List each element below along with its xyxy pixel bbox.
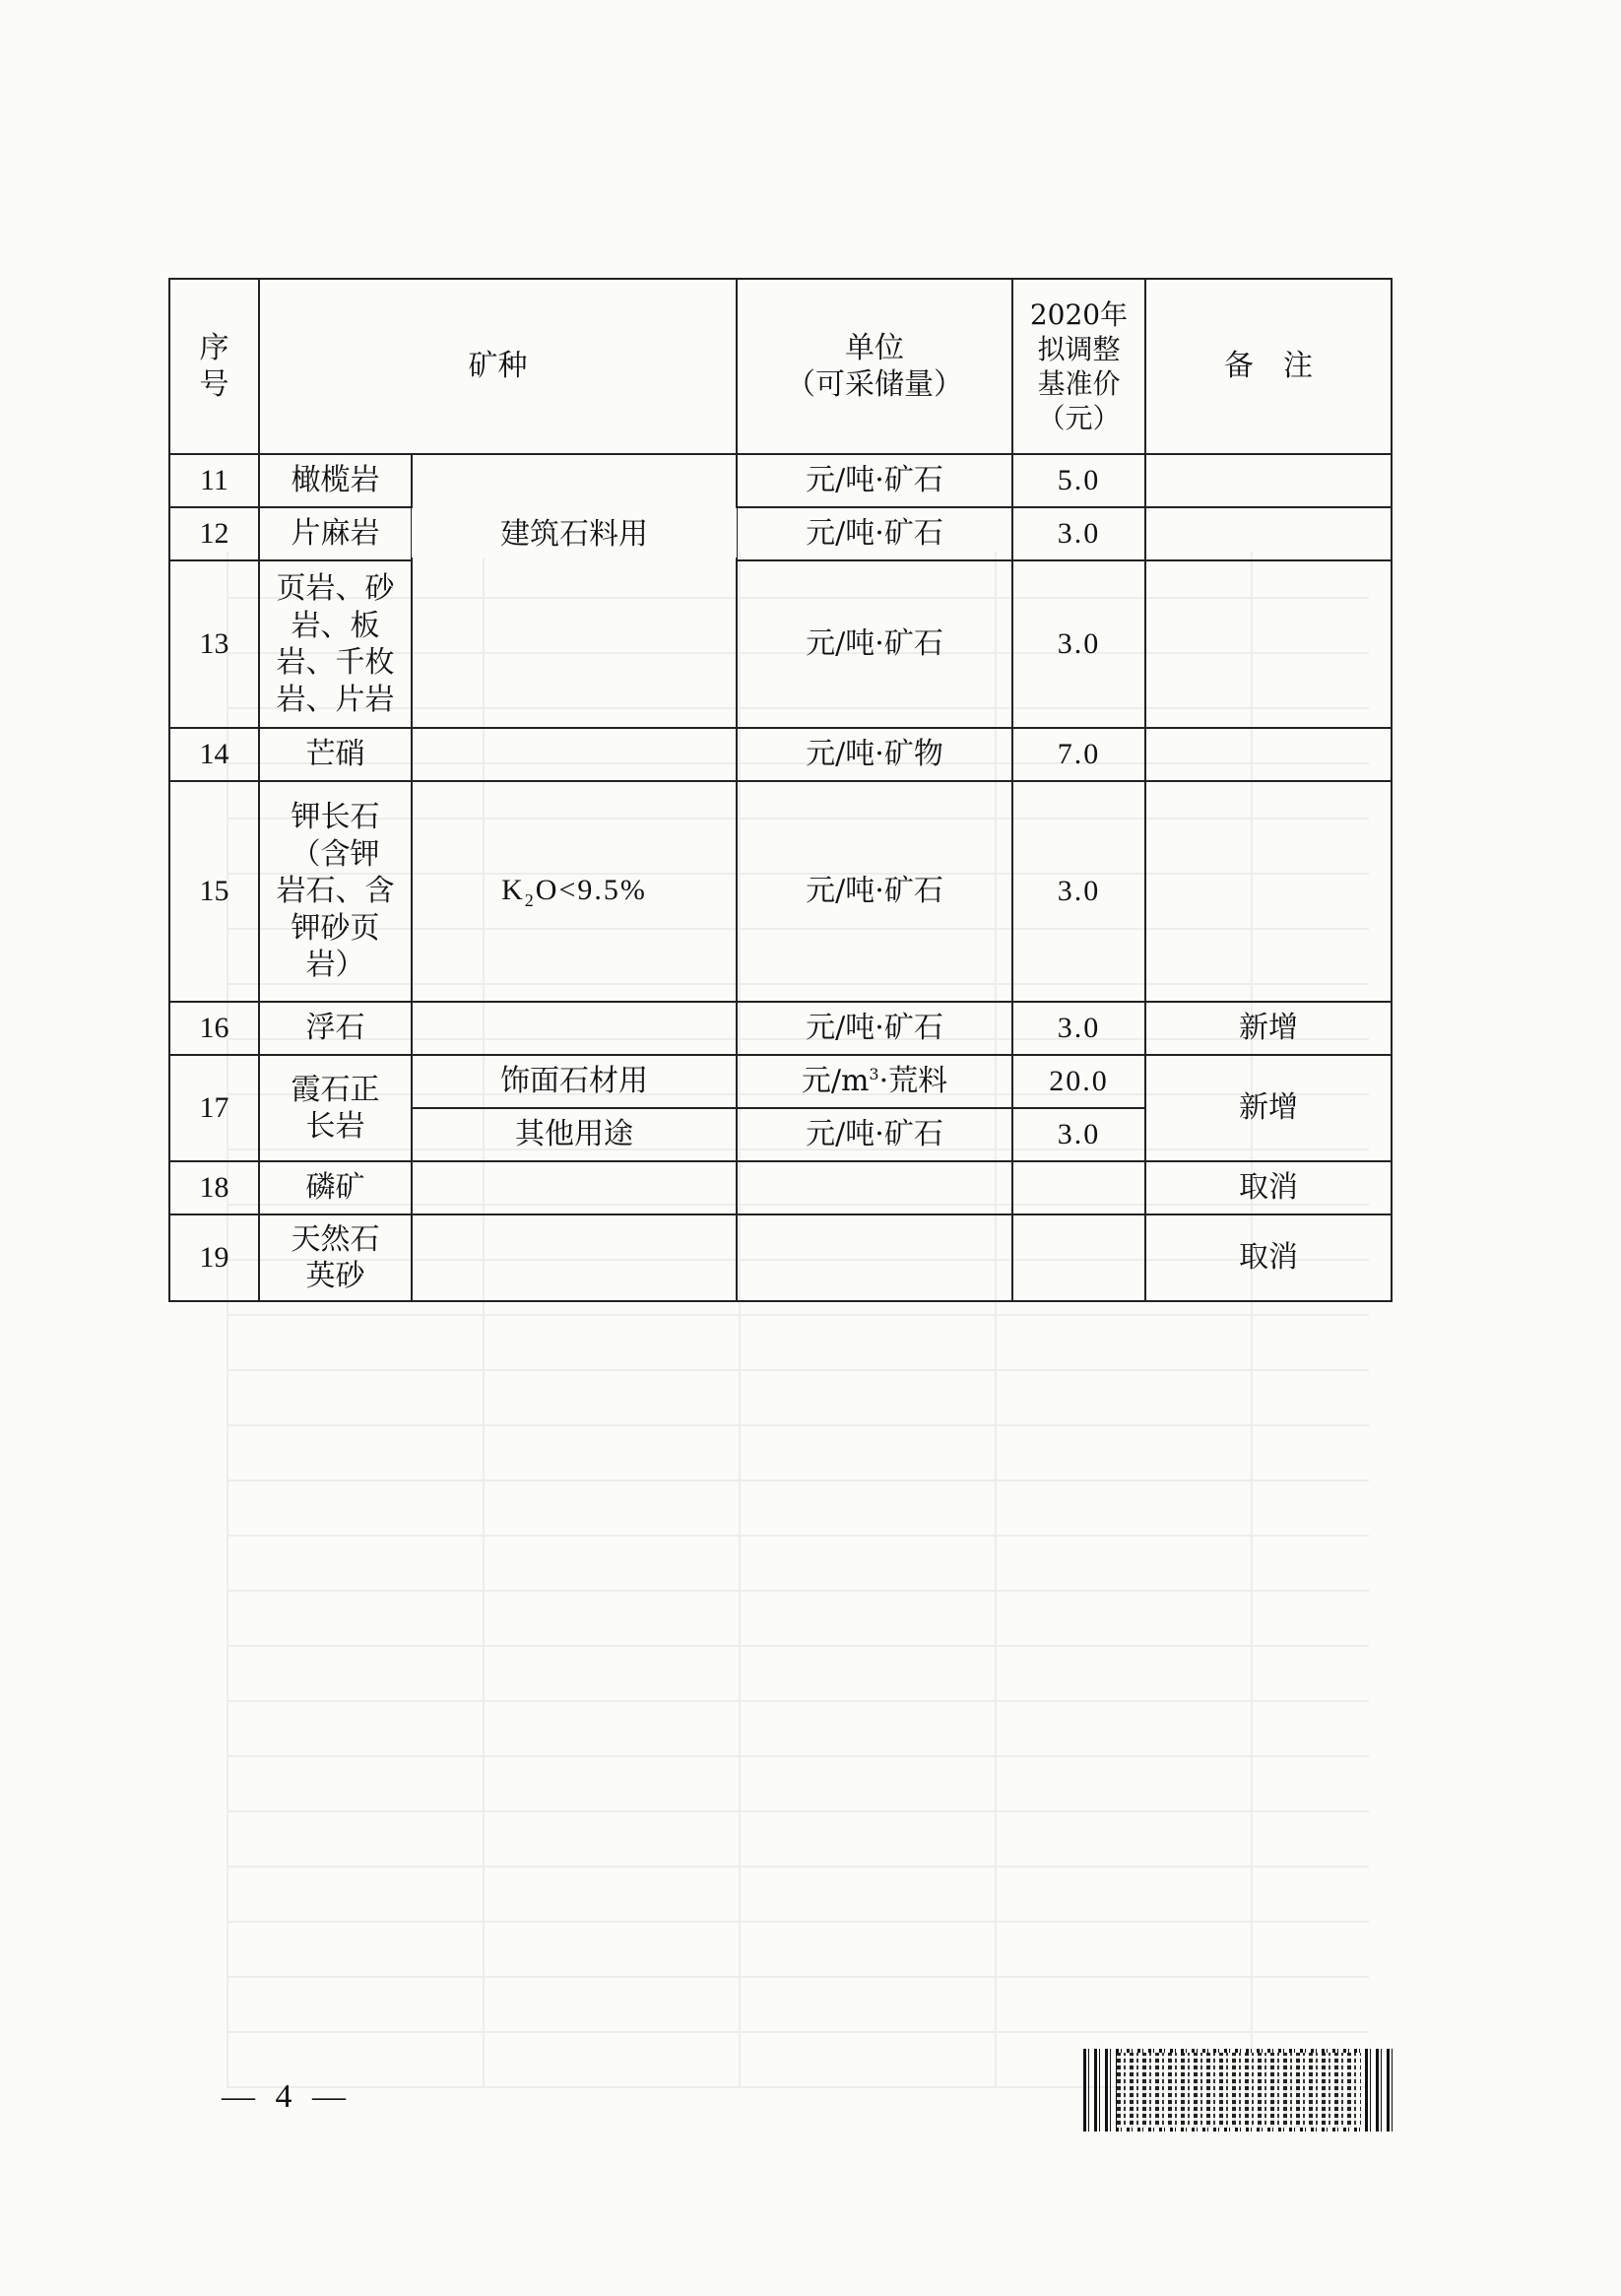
row-mineral: 浮石 [259, 1002, 412, 1055]
row-mineral: 霞石正 长岩 [259, 1055, 412, 1161]
row-use [412, 1002, 737, 1055]
table-row [169, 1055, 1392, 1108]
row-unit [737, 1161, 1012, 1214]
page-number: — 4 — [222, 2078, 352, 2115]
row-unit: 元/吨·矿石 [737, 454, 1012, 507]
row-mineral: 磷矿 [259, 1161, 412, 1214]
header-price: 2020年 拟调整 基准价 （元） [1012, 279, 1145, 454]
row-no: 17 [169, 1055, 259, 1161]
row-unit: 元/吨·矿石 [737, 781, 1012, 1002]
row-unit: 元/吨·矿石 [737, 1108, 1012, 1161]
header-seq: 序 号 [169, 279, 259, 454]
row-note [1145, 781, 1392, 1002]
row-price: 5.0 [1012, 454, 1145, 507]
row-use [412, 728, 737, 781]
table-row [169, 560, 1392, 728]
row-no: 18 [169, 1161, 259, 1214]
row-unit: 元/吨·矿石 [737, 507, 1012, 560]
table-row [169, 454, 1392, 507]
header-unit: 单位 （可采储量） [737, 279, 1012, 454]
row-no: 12 [169, 507, 259, 560]
row-mineral: 天然石 英砂 [259, 1214, 412, 1301]
row-note: 取消 [1145, 1214, 1392, 1301]
row-price: 3.0 [1012, 507, 1145, 560]
row-use: 其他用途 [412, 1108, 737, 1161]
row-price: 7.0 [1012, 728, 1145, 781]
row-price: 20.0 [1012, 1055, 1145, 1108]
row-mineral: 钾长石 （含钾 岩石、含 钾砂页 岩） [259, 781, 412, 1002]
table-row [169, 507, 1392, 560]
row-use: 饰面石材用 [412, 1055, 737, 1108]
row-note: 取消 [1145, 1161, 1392, 1214]
table-row [169, 1214, 1392, 1301]
row-price: 3.0 [1012, 1002, 1145, 1055]
merged-use-label: 建筑石料用 [412, 508, 737, 558]
row-unit: 元/吨·矿石 [737, 1002, 1012, 1055]
row-mineral: 片麻岩 [259, 507, 412, 560]
table-row [169, 1161, 1392, 1214]
row-no: 16 [169, 1002, 259, 1055]
table-row [169, 781, 1392, 1002]
row-no: 14 [169, 728, 259, 781]
row-note: 新增 [1145, 1002, 1392, 1055]
header-mineral: 矿种 [259, 279, 737, 454]
row-note [1145, 454, 1392, 507]
barcode-icon [1083, 2049, 1394, 2132]
row-note [1145, 560, 1392, 728]
header-note: 备注 [1145, 279, 1392, 454]
row-note [1145, 728, 1392, 781]
row-use-spacer [412, 454, 737, 728]
table-row [169, 728, 1392, 781]
row-unit [737, 1214, 1012, 1301]
row-use [412, 1161, 737, 1214]
row-no: 15 [169, 781, 259, 1002]
row-price: 3.0 [1012, 781, 1145, 1002]
row-unit: 元/吨·矿石 [737, 560, 1012, 728]
row-no: 19 [169, 1214, 259, 1301]
row-unit: 元$/m^3\cdot$荒料 [737, 1055, 1012, 1108]
row-no: 11 [169, 454, 259, 507]
row-no: 13 [169, 560, 259, 728]
row-price [1012, 1161, 1145, 1214]
row-unit: 元/吨·矿物 [737, 728, 1012, 781]
row-spec: $K_2O<9.5\%$ [412, 781, 737, 1002]
row-mineral: 页岩、砂 岩、板 岩、千枚 岩、片岩 [259, 560, 412, 728]
table-row [169, 1002, 1392, 1055]
row-mineral: 芒硝 [259, 728, 412, 781]
row-price: 3.0 [1012, 560, 1145, 728]
row-use [412, 1214, 737, 1301]
row-price [1012, 1214, 1145, 1301]
row-price: 3.0 [1012, 1108, 1145, 1161]
mineral-price-table [168, 278, 1393, 1302]
row-note: 新增 [1145, 1055, 1392, 1161]
row-note [1145, 507, 1392, 560]
header-row [169, 279, 1392, 454]
row-mineral: 橄榄岩 [259, 454, 412, 507]
